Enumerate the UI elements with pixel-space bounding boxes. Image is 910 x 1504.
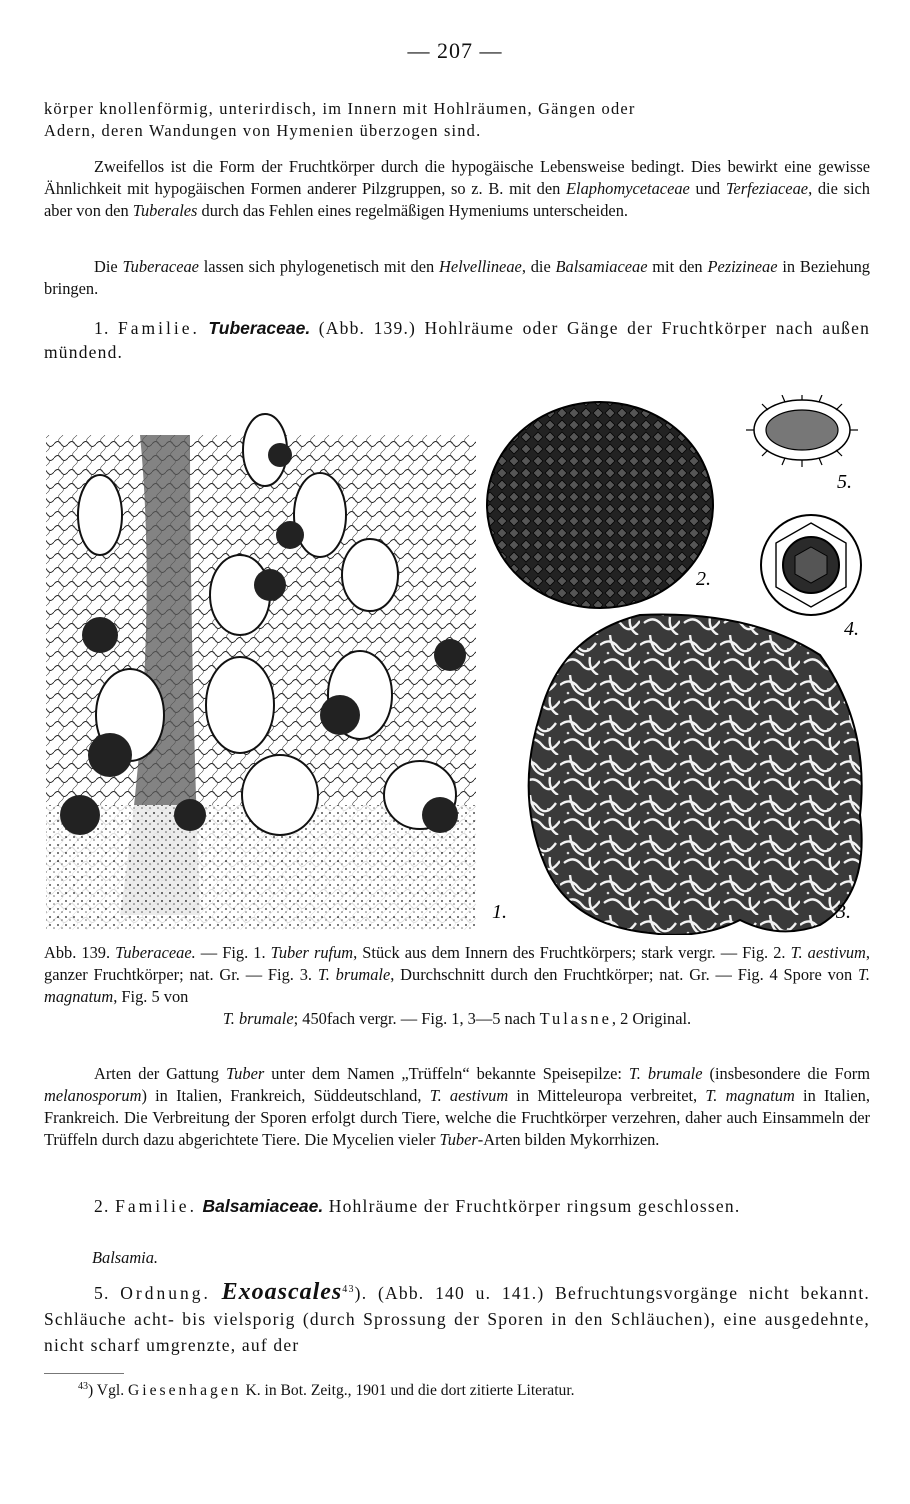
text-line: körper knollenförmig, unterirdisch, im Innern mit Hohlräumen, Gängen oder xyxy=(44,99,636,118)
taxon-name: Elaphomycetaceae xyxy=(566,179,690,198)
text: Abb. 139. xyxy=(44,943,116,962)
text: — Fig. 1. xyxy=(195,943,271,962)
taxon-name: T. magnatum xyxy=(44,965,870,1006)
family-label: Familie. xyxy=(115,1196,197,1216)
figure-139 xyxy=(40,395,870,935)
text: , die xyxy=(521,257,556,276)
paragraph-truffles xyxy=(44,1063,870,1151)
family-name: Balsamiaceae. xyxy=(202,1196,324,1216)
taxon-name: Tuberaceae xyxy=(122,257,199,276)
figure-caption xyxy=(44,942,870,1030)
author-name: Giesenhagen xyxy=(128,1382,242,1399)
footnote-divider xyxy=(44,1373,124,1374)
family-number: 1. xyxy=(94,318,110,338)
text: in Italien, Frankreich. Die Verbreitung der Sporen erfolgt durch Tiere, welche die Fruchtkörper verzehren, daher auch Einsammeln der Trüffeln durch dazu abgerichtete Tiere. Die Mycelien vieler xyxy=(44,1086,870,1149)
family-1-heading xyxy=(44,316,870,364)
text: ) Vgl. xyxy=(88,1382,128,1399)
text: Die xyxy=(94,257,123,276)
text: lassen sich phylogenetisch mit den xyxy=(198,257,439,276)
text: mit den xyxy=(647,257,708,276)
text: und xyxy=(689,179,726,198)
order-5-heading: 5. Ordnung. Exoascales$^{43}$). (Abb. 140 u. 141.) Befruchtungsvorgänge nicht bekannt. Schläuche acht- bis vielsporig (durch Sprossung der Sporen in den Schläuchen), eine ausgedehnte, nicht scharf umgrenzte, auf der xyxy=(44,1279,871,1355)
text: , Fig. 5 von xyxy=(113,987,189,1006)
taxon-name: Pezizineae xyxy=(707,257,778,276)
fig1-label: 1. xyxy=(492,901,507,923)
text: Arten der Gattung xyxy=(94,1064,226,1083)
order-label: Ordnung. xyxy=(120,1283,211,1303)
order-name: Exoascales xyxy=(221,1279,343,1305)
footnote-ref: 43 xyxy=(342,1284,355,1296)
text: , Stück aus dem Innern des Fruchtkörpers; stark vergr. — Fig. 2. xyxy=(353,943,791,962)
page-number: — 207 — xyxy=(407,38,503,63)
fig4-spore-magnatum xyxy=(761,515,861,615)
fig3-tuber-brumale-section xyxy=(529,615,862,935)
taxon-name: T. brumale xyxy=(222,1009,294,1028)
taxon-name: Tuber xyxy=(225,1064,265,1083)
family-description: (Abb. 139.) Hohlräume oder Gänge der Fruchtkörper nach außen mündend. xyxy=(44,318,871,362)
text: , ganzer Fruchtkörper; nat. Gr. — Fig. 3. xyxy=(44,943,870,984)
family-name: Tuberaceae. xyxy=(208,318,311,338)
order-number: 5. xyxy=(94,1283,110,1303)
family-2-heading xyxy=(44,1194,870,1218)
author-name: Tulasne xyxy=(539,1009,612,1028)
paragraph-continuation xyxy=(44,98,870,142)
paragraph-phylogeny xyxy=(44,256,870,300)
caption-last-line xyxy=(44,1008,870,1030)
text: , Durchschnitt durch den Fruchtkörper; nat. Gr. — Fig. 4 Spore von xyxy=(390,965,858,984)
text: ) in Italien, Frankreich, Süddeutschland, xyxy=(141,1086,430,1105)
footnote-43 xyxy=(78,1381,575,1401)
taxon-name: Helvellineae xyxy=(438,257,522,276)
fig2-label: 2. xyxy=(696,568,711,590)
text: , 2 Original. xyxy=(611,1009,692,1028)
text: in Beziehung bringen. xyxy=(44,257,870,298)
taxon-name: Tuberaceae. xyxy=(115,943,196,962)
taxon-name: Tuberales xyxy=(132,201,198,220)
fig4-label: 4. xyxy=(844,618,859,640)
fig2-tuber-aestivum xyxy=(487,402,713,608)
footnote-number: 43 xyxy=(78,1380,88,1392)
family-description: Hohlräume der Fruchtkörper ringsum geschlossen. xyxy=(328,1196,741,1216)
text: , die sich aber von den xyxy=(44,179,870,220)
text: -Arten bilden Mykorrhizen. xyxy=(477,1130,660,1149)
text: K. in Bot. Zeitg., 1901 und die dort zitierte Literatur. xyxy=(241,1382,575,1399)
fig5-spore-brumale xyxy=(746,395,858,467)
taxon-name: T. brumale xyxy=(628,1064,703,1083)
taxon-name: Tuber xyxy=(439,1130,478,1149)
taxon-name: T. aestivum xyxy=(429,1086,509,1105)
taxon-name: Terfeziaceae xyxy=(725,179,809,198)
text: in Mitteleuropa verbreitet, xyxy=(508,1086,706,1105)
family-label: Familie. xyxy=(118,318,200,338)
fig5-label: 5. xyxy=(837,471,852,493)
text: (insbesondere die Form xyxy=(702,1064,870,1083)
text: unter dem Namen „Trüffeln“ bekannte Speisepilze: xyxy=(264,1064,629,1083)
text-line: Adern, deren Wandungen von Hymenien überzogen sind. xyxy=(44,121,482,140)
figure-illustration xyxy=(40,395,870,935)
taxon-name: Tuber rufum xyxy=(270,943,354,962)
taxon-name: T. brumale xyxy=(317,965,391,984)
taxon-name: T. aestivum xyxy=(790,943,866,962)
order-description: (Abb. 140 u. 141.) Befruchtungsvorgänge nicht bekannt. Schläuche acht- bis vielsporig (durch Sprossung der Sporen in den Schläuchen), eine ausgedehnte, nicht scharf umgrenzte, auf der xyxy=(44,1283,871,1355)
text: ; 450fach vergr. — Fig. 1, 3—5 nach xyxy=(293,1009,540,1028)
genus-balsamia xyxy=(92,1247,392,1269)
text: durch das Fehlen eines regelmäßigen Hymeniums unterscheiden. xyxy=(197,201,629,220)
text: Zweifellos ist die Form der Fruchtkörper durch die hypogäische Lebensweise bedingt. Dies bewirkt eine gewisse Ähnlichkeit mit hypogäischen Formen anderer Pilzgruppen, so z. B. mit den xyxy=(44,157,870,198)
genus-name: Balsamia. xyxy=(92,1248,159,1267)
paragraph-hypogaeic xyxy=(44,156,870,222)
taxon-name: T. magnatum xyxy=(705,1086,795,1105)
fig1-tuber-rufum-section xyxy=(46,414,476,930)
taxon-name: Balsamiaceae xyxy=(555,257,648,276)
fig3-label: 3. xyxy=(836,901,851,923)
family-number: 2. xyxy=(94,1196,110,1216)
taxon-name: melanosporum xyxy=(44,1086,142,1105)
